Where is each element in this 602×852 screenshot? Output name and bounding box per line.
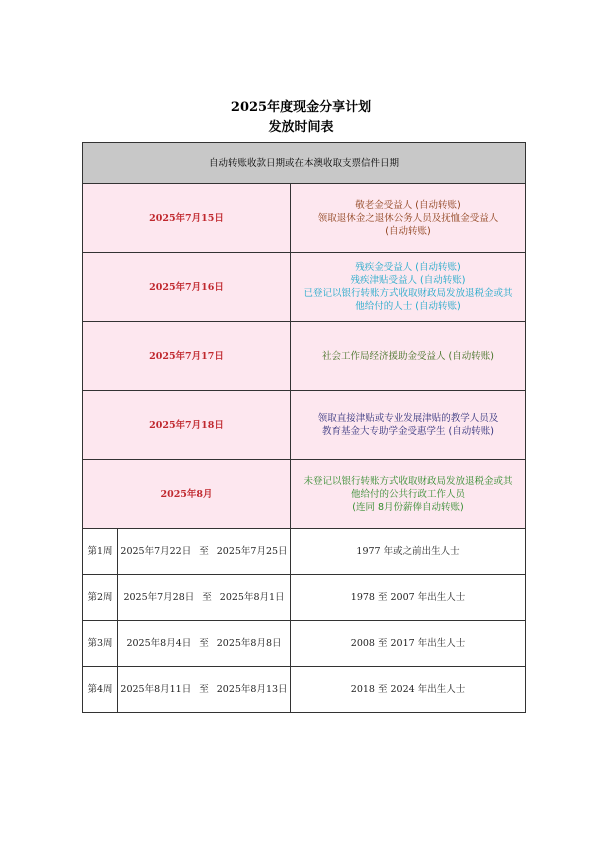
week-label: 第1周 xyxy=(83,529,118,575)
group-line: 领取退休金之退休公务人员及抚恤金受益人 xyxy=(317,212,499,224)
table-row xyxy=(83,253,526,322)
table-row xyxy=(83,460,526,529)
week-start: 2025年7月28日 xyxy=(123,592,195,603)
beneficiary-group xyxy=(291,184,526,253)
to-label: 至 xyxy=(199,546,209,557)
week-label: 第3周 xyxy=(83,621,118,667)
table-row xyxy=(83,667,526,713)
group-line: (连同 8月份薪俸自动转账) xyxy=(352,501,464,513)
beneficiary-group xyxy=(291,391,526,460)
document-title: 2025年度现金分享计划 xyxy=(230,100,372,115)
week-description: 1978 至 2007 年出生人士 xyxy=(291,575,526,621)
schedule-table xyxy=(82,142,526,713)
week-description: 1977 年或之前出生人士 xyxy=(291,529,526,575)
beneficiary-group xyxy=(291,460,526,529)
week-label: 第2周 xyxy=(83,575,118,621)
week-end: 2025年8月13日 xyxy=(216,684,288,695)
week-date-range xyxy=(118,667,291,713)
payment-date: 2025年7月16日 xyxy=(83,253,291,322)
table-header-row xyxy=(83,143,526,184)
beneficiary-group xyxy=(291,322,526,391)
group-line: (自动转账) xyxy=(385,225,431,237)
to-label: 至 xyxy=(199,638,209,649)
payment-date: 2025年7月15日 xyxy=(83,184,291,253)
week-date-range xyxy=(118,575,291,621)
week-label: 第4周 xyxy=(83,667,118,713)
group-line: 已登记以银行转账方式收取财政局发放退税金或其 xyxy=(303,288,513,299)
payment-date: 2025年7月18日 xyxy=(83,391,291,460)
document-subtitle: 发放时间表 xyxy=(268,120,334,135)
week-date-range xyxy=(118,529,291,575)
table-row xyxy=(83,575,526,621)
week-start: 2025年8月4日 xyxy=(126,638,192,649)
group-line: 他给付的公共行政工作人员 xyxy=(351,488,466,500)
group-line: 社会工作局经济援助金受益人 (自动转账) xyxy=(322,350,494,362)
to-label: 至 xyxy=(202,592,212,603)
week-description: 2008 至 2017 年出生人士 xyxy=(291,621,526,667)
payment-date: 2025年8月 xyxy=(83,460,291,529)
table-row xyxy=(83,621,526,667)
payment-date: 2025年7月17日 xyxy=(83,322,291,391)
group-line: 未登记以银行转账方式收取财政局发放退税金或其 xyxy=(303,475,513,487)
week-start: 2025年8月11日 xyxy=(120,684,192,695)
to-label: 至 xyxy=(199,684,209,695)
table-header: 自动转账收款日期或在本澳收取支票信件日期 xyxy=(83,143,526,184)
table-row xyxy=(83,322,526,391)
week-end: 2025年7月25日 xyxy=(216,546,288,557)
group-line: 残疾金受益人 (自动转账) xyxy=(355,262,461,273)
group-line: 教育基金大专助学金受惠学生 (自动转账) xyxy=(322,426,494,437)
week-end: 2025年8月1日 xyxy=(219,592,285,603)
group-line: 领取直接津贴或专业发展津贴的教学人员及 xyxy=(317,413,499,424)
week-end: 2025年8月8日 xyxy=(216,638,282,649)
table-row xyxy=(83,391,526,460)
group-line: 他给付的人士 (自动转账) xyxy=(355,301,461,312)
group-line: 残疾津贴受益人 (自动转账) xyxy=(350,275,466,286)
table-row xyxy=(83,529,526,575)
beneficiary-group xyxy=(291,253,526,322)
group-line: 敬老金受益人 (自动转账) xyxy=(355,199,461,211)
week-description: 2018 至 2024 年出生人士 xyxy=(291,667,526,713)
table-row xyxy=(83,184,526,253)
week-start: 2025年7月22日 xyxy=(120,546,192,557)
week-date-range xyxy=(118,621,291,667)
